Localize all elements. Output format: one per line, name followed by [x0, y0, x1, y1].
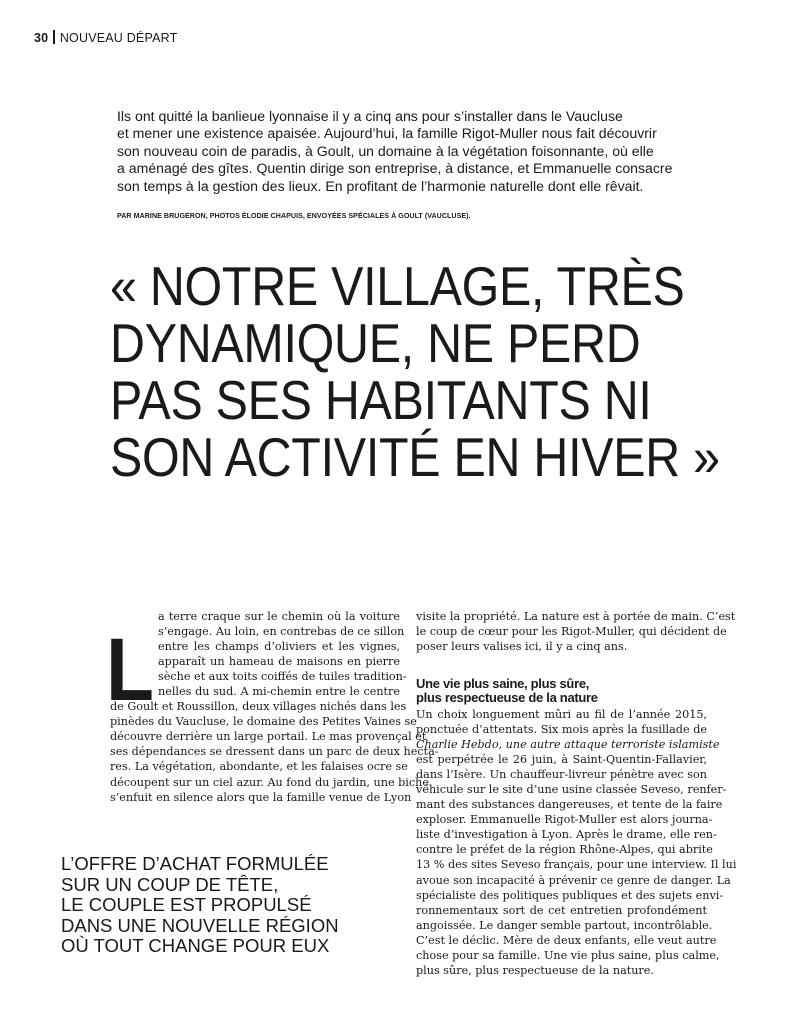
side-quote-line: OÙ TOUT CHANGE POUR EUX	[61, 935, 330, 957]
side-quote-line: LE COUPLE EST PROPULSÉ	[61, 894, 312, 916]
body-line: visite la propriété. La nature est à portée de main. C’est	[416, 610, 736, 623]
intro-line: Ils ont quitté la banlieue lyonnaise il y a cinq ans pour s’installer dans le Vaucluse	[117, 108, 623, 124]
header-divider	[53, 30, 55, 44]
section-subheading	[416, 677, 716, 705]
page-header	[34, 30, 177, 45]
body-line: liste d’investigation à Lyon. Après le drame, elle ren-	[416, 828, 717, 842]
body-line: avoue son incapacité à prévenir ce genre de danger. La	[416, 873, 731, 887]
body-line: a terre craque sur le chemin où la voiture	[158, 610, 400, 623]
subheading-line: plus respectueuse de la nature	[416, 690, 598, 705]
body-line: ronnementaux sort de cet entretien profondément	[416, 903, 707, 917]
body-line: s’engage. Au loin, en contrebas de ce sillon	[158, 625, 405, 639]
side-quote-line: SUR UN COUP DE TÊTE,	[61, 873, 279, 895]
body-line: chose pour sa famille. Une vie plus saine, plus calme,	[416, 948, 720, 962]
side-quote-line: L’OFFRE D’ACHAT FORMULÉE	[61, 853, 329, 874]
body-line: ponctuée d’attentats. Six mois après la fusillade de	[416, 723, 707, 737]
dropcap-glyph: L	[106, 620, 154, 720]
pull-quote-line: DYNAMIQUE, NE PERD	[110, 312, 641, 374]
body-line: C’est le déclic. Mère de deux enfants, elle veut autre	[416, 933, 717, 947]
body-line: entre les champs d’oliviers et les vignes,	[158, 640, 400, 654]
article-column-right-bottom	[416, 707, 737, 978]
body-line: découvre derrière un large portail. Le mas provençal et	[110, 730, 427, 744]
pull-quote-line: SON ACTIVITÉ EN HIVER »	[110, 426, 720, 488]
page-number: 30	[34, 31, 49, 45]
article-column-right-top	[416, 609, 736, 654]
body-line: plus sûre, plus respectueuse de la nature.	[416, 963, 654, 977]
body-line: angoissée. Le danger semble partout, incontrôlable.	[416, 918, 713, 932]
body-line: poser leurs valises ici, il y a cinq ans.	[416, 640, 628, 654]
body-line: véhicule sur le site d’une usine classée Seveso, renfer-	[416, 783, 727, 797]
body-line: exploser. Emmanuelle Rigot-Muller est alors journa-	[416, 813, 713, 827]
byline-credits: PAR MARINE BRUGERON, PHOTOS ÉLODIE CHAPUIS, ENVOYÉES SPÉCIALES À GOULT (VAUCLUSE).	[117, 212, 471, 220]
body-line: spécialiste des politiques publiques et des sujets envi-	[416, 888, 724, 902]
body-line: s’enfuit en silence alors que la famille venue de Lyon	[110, 790, 412, 804]
body-line: res. La végétation, abondante, et les falaises ocre se	[110, 760, 408, 774]
subheading-line: Une vie plus saine, plus sûre,	[416, 676, 590, 691]
intro-paragraph	[117, 108, 717, 195]
body-line: sèche et aux toits coiffés de tuiles tradition-	[158, 670, 407, 684]
pull-quote-line: PAS SES HABITANTS NI	[110, 369, 652, 431]
body-line: contre le préfet de la région Rhône-Alpes, qui abrite	[416, 843, 713, 857]
intro-line: son temps à la gestion des lieux. En profitant de l’harmonie naturelle dont elle rêvait.	[117, 177, 644, 194]
body-line: mant des substances dangereuses, et tente de la faire	[416, 798, 723, 812]
article-column-left	[110, 609, 439, 805]
section-name: NOUVEAU DÉPART	[59, 31, 178, 45]
body-line: apparaît un hameau de maisons en pierre	[158, 655, 400, 669]
intro-line: son nouveau coin de paradis, à Goult, un domaine à la végétation foisonnante, où elle	[117, 142, 654, 159]
body-line: dans l’Isère. Un chauffeur-livreur pénètre avec son	[416, 768, 707, 782]
body-line: le coup de cœur pour les Rigot-Muller, qui décident de	[416, 625, 727, 639]
body-line: nelles du sud. A mi-chemin entre le centre	[158, 685, 400, 699]
body-line: est perpétrée le 26 juin, à Saint-Quentin-Fallavier,	[416, 753, 707, 767]
body-line: pinèdes du Vaucluse, le domaine des Petites Vaines se	[110, 715, 417, 729]
body-line: 13 % des sites Seveso français, pour une interview. Il lui	[416, 858, 737, 872]
body-line: de Goult et Roussillon, deux villages nichés dans les	[110, 700, 407, 714]
intro-line: a aménagé des gîtes. Quentin dirige son entreprise, à distance, et Emmanuelle consacre	[117, 160, 673, 177]
body-line: Un choix longuement mûri au fil de l’année 2015,	[416, 708, 707, 721]
intro-line: et mener une existence apaisée. Aujourd’hui, la famille Rigot-Muller nous fait découvrir	[117, 125, 657, 142]
pull-quote-line: « NOTRE VILLAGE, TRÈS	[110, 255, 685, 317]
main-pull-quote	[110, 255, 803, 488]
body-line: Charlie Hebdo, une autre attaque terroriste islamiste	[416, 738, 720, 752]
body-line: ses dépendances se dressent dans un parc de deux hecta-	[110, 745, 439, 759]
body-line: découpent sur un ciel azur. Au fond du jardin, une biche	[110, 775, 429, 789]
side-pull-quote	[61, 854, 339, 957]
side-quote-line: DANS UNE NOUVELLE RÉGION	[61, 914, 339, 936]
